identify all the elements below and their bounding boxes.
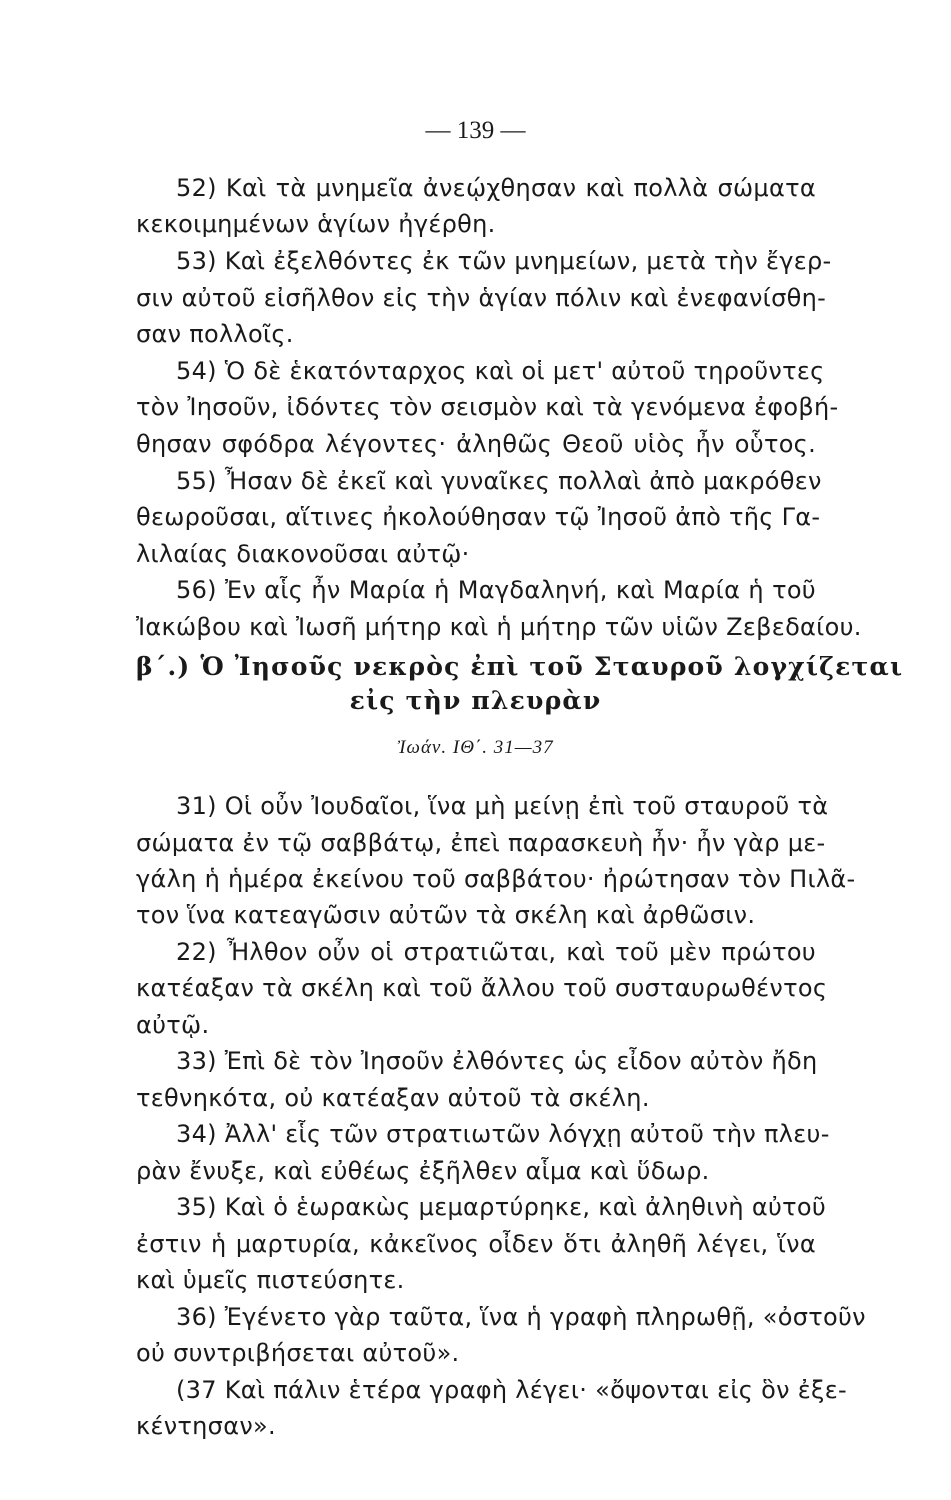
section-heading: β΄.) Ὁ Ἰησοῦς νεκρὸς ἐπὶ τοῦ Σταυροῦ λογχίζεται — [136, 652, 904, 681]
text-line: 35) Καὶ ὁ ἑωρακὼς μεμαρτύρηκε, καὶ ἀληθινὴ αὐτοῦ — [176, 1193, 827, 1221]
text-line: 52) Καὶ τὰ μνημεῖα ἀνεῴχθησαν καὶ πολλὰ σώματα — [176, 174, 816, 202]
text-line: 33) Ἐπὶ δὲ τὸν Ἰησοῦν ἐλθόντες ὡς εἶδον αὐτὸν ἤδη — [176, 1047, 818, 1075]
text-line: (37 Καὶ πάλιν ἑτέρα γραφὴ λέγει· «ὄψονται εἰς ὃν ἐξε- — [176, 1376, 847, 1404]
text-line: καὶ ὑμεῖς πιστεύσητε. — [136, 1266, 405, 1294]
text-line: τον ἵνα κατεαγῶσιν αὐτῶν τὰ σκέλη καὶ ἀρθῶσιν. — [136, 901, 756, 929]
text-line: κεκοιμημένων ἁγίων ἠγέρθη. — [136, 210, 496, 238]
text-line: κέντησαν». — [136, 1412, 276, 1440]
text-line: Ἰακώβου καὶ Ἰωσῆ μήτηρ καὶ ἡ μήτηρ τῶν υἱῶν Ζεβεδαίου. — [136, 613, 862, 641]
text-line: γάλη ἡ ἡμέρα ἐκείνου τοῦ σαββάτου· ἠρώτησαν τὸν Πιλᾶ- — [136, 865, 856, 893]
text-line: θεωροῦσαι, αἵτινες ἠκολούθησαν τῷ Ἰησοῦ ἀπὸ τῆς Γα- — [136, 503, 821, 531]
text-line: 22) Ἦλθον οὖν οἱ στρατιῶται, καὶ τοῦ μὲν πρώτου — [176, 938, 816, 966]
page-number: — 139 — — [425, 117, 526, 144]
text-line: 53) Καὶ ἐξελθόντες ἐκ τῶν μνημείων, μετὰ τὴν ἔγερ- — [176, 247, 832, 275]
text-line: οὐ συντριβήσεται αὐτοῦ». — [136, 1339, 460, 1367]
text-line: 34) Ἀλλ' εἷς τῶν στρατιωτῶν λόγχῃ αὐτοῦ τὴν πλευ- — [176, 1120, 830, 1148]
text-line: κατέαξαν τὰ σκέλη καὶ τοῦ ἄλλου τοῦ συσταυρωθέντος — [136, 974, 828, 1002]
text-line: θησαν σφόδρα λέγοντες· ἀληθῶς Θεοῦ υἱὸς ἦν οὗτος. — [136, 430, 816, 458]
text-line: ἐστιν ἡ μαρτυρία, κἀκεῖνος οἶδεν ὅτι ἀληθῆ λέγει, ἵνα — [136, 1230, 816, 1258]
scripture-reference: Ἰωάν. ΙΘ΄. 31—37 — [397, 737, 554, 758]
text-line: λιλαίας διακονοῦσαι αὐτῷ· — [136, 540, 470, 568]
text-line: σαν πολλοῖς. — [136, 320, 294, 348]
text-line: ρὰν ἔνυξε, καὶ εὐθέως ἐξῆλθεν αἷμα καὶ ὕδωρ. — [136, 1157, 710, 1185]
text-line: 31) Οἱ οὖν Ἰουδαῖοι, ἵνα μὴ μείνῃ ἐπὶ τοῦ σταυροῦ τὰ — [176, 792, 829, 820]
text-line: τὸν Ἰησοῦν, ἰδόντες τὸν σεισμὸν καὶ τὰ γενόμενα ἐφοβή- — [136, 393, 839, 421]
text-line: 54) Ὁ δὲ ἑκατόνταρχος καὶ οἱ μετ' αὐτοῦ τηροῦντες — [176, 357, 825, 385]
text-line: 56) Ἐν αἷς ἦν Μαρία ἡ Μαγδαληνή, καὶ Μαρία ἡ τοῦ — [176, 576, 816, 604]
text-line: σώματα ἐν τῷ σαββάτῳ, ἐπεὶ παρασκευὴ ἦν· ἦν γὰρ με- — [136, 829, 826, 857]
text-line: σιν αὐτοῦ εἰσῆλθον εἰς τὴν ἁγίαν πόλιν καὶ ἐνεφανίσθη- — [136, 284, 827, 312]
text-line: 36) Ἐγένετο γὰρ ταῦτα, ἵνα ἡ γραφὴ πληρωθῇ, «ὀστοῦν — [176, 1303, 866, 1331]
text-line: 55) Ἦσαν δὲ ἐκεῖ καὶ γυναῖκες πολλαὶ ἀπὸ μακρόθεν — [176, 467, 822, 495]
text-line: τεθνηκότα, οὐ κατέαξαν αὐτοῦ τὰ σκέλη. — [136, 1084, 650, 1112]
text-line: αὐτῷ. — [136, 1011, 210, 1039]
section-heading-continued: εἰς τὴν πλευρὰν — [349, 686, 602, 715]
